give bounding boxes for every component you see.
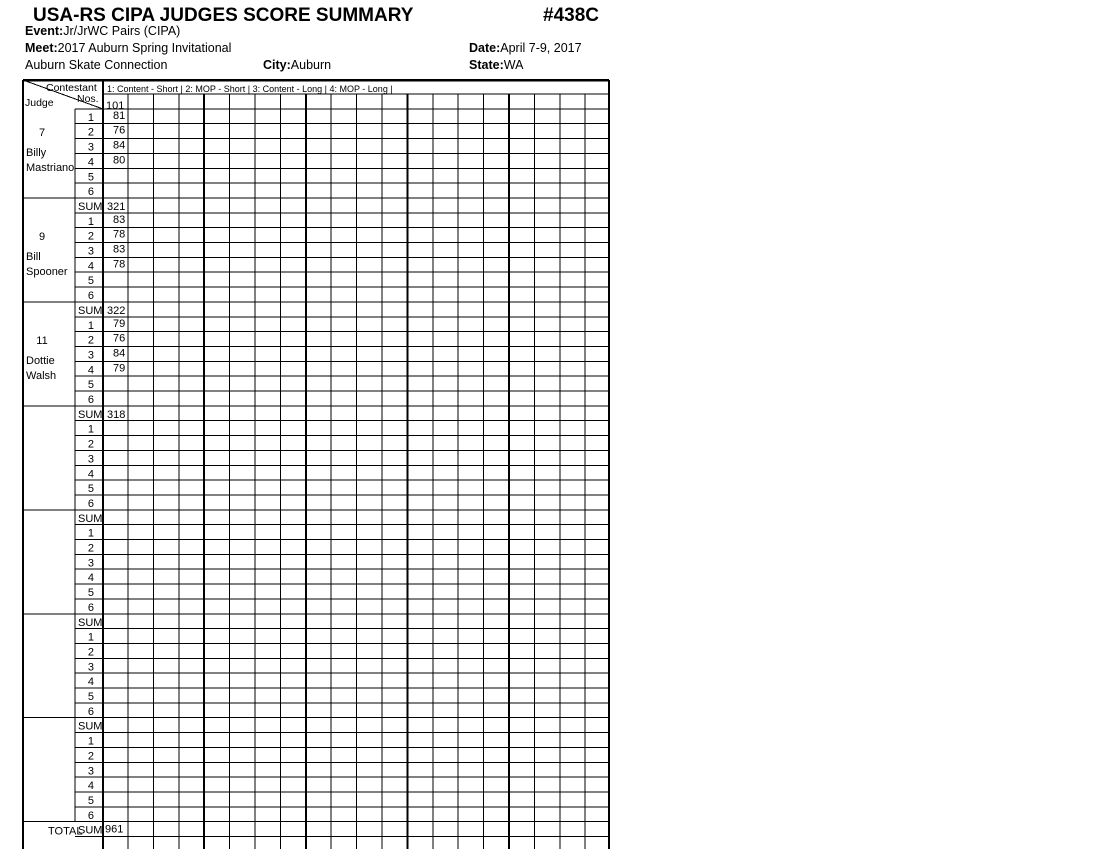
meet-value: 2017 Auburn Spring Invitational <box>57 41 232 55</box>
city-label: City: <box>263 58 291 72</box>
score-row-label: 4 <box>87 780 94 793</box>
meet-label: Meet: <box>25 41 58 55</box>
score-row-label: 6 <box>87 809 94 822</box>
sum-label: SUM <box>78 304 103 317</box>
score-row-label: 1 <box>87 111 94 124</box>
score-row-label: 3 <box>87 349 94 362</box>
score-row-label: 3 <box>87 661 94 674</box>
score-row-label: 3 <box>87 557 94 570</box>
corner-contestant-label: Contestant <box>46 82 97 94</box>
score-row-label: 4 <box>87 468 94 481</box>
score-row-label: 1 <box>87 631 94 644</box>
score-value: 76 <box>113 332 126 345</box>
score-row-label: 3 <box>87 141 94 154</box>
score-value: 78 <box>113 228 126 241</box>
score-row-label: 6 <box>87 497 94 510</box>
date-value: April 7-9, 2017 <box>500 41 582 55</box>
score-row-label: 6 <box>87 186 94 199</box>
score-row-label: 2 <box>87 542 94 555</box>
score-value: 80 <box>113 154 126 167</box>
score-row-label: 5 <box>87 379 94 392</box>
score-row-label: 4 <box>87 364 94 377</box>
score-row-label: 5 <box>87 691 94 703</box>
score-legend: 1: Content - Short | 2: MOP - Short | 3: Content - Long | 4: MOP - Long | <box>107 84 393 94</box>
score-row-label: 2 <box>87 334 94 347</box>
score-row-label: 6 <box>87 705 94 718</box>
score-row-label: 2 <box>87 126 94 139</box>
score-value: 79 <box>113 362 126 375</box>
sum-value: 322 <box>107 304 126 317</box>
state-value: WA <box>503 58 524 72</box>
judge-first-name: Bill <box>26 250 41 263</box>
sum-label: SUM <box>78 200 103 213</box>
score-row-label: 2 <box>87 750 94 763</box>
total-label: TOTAL <box>48 825 83 838</box>
sum-label: SUM <box>78 824 103 837</box>
score-row-label: 5 <box>87 483 94 496</box>
score-row-label: 2 <box>87 230 94 243</box>
judge-last-name: Mastriano <box>26 161 75 174</box>
total-value: 961 <box>105 823 124 836</box>
sum-value: 318 <box>107 408 126 421</box>
judge-first-name: Billy <box>26 146 47 159</box>
score-row-label: 3 <box>87 765 94 778</box>
sum-label: SUM <box>78 616 103 629</box>
judge-last-name: Spooner <box>26 265 68 278</box>
judge-last-name: Walsh <box>26 369 57 382</box>
score-value: 84 <box>113 347 126 360</box>
score-value: 81 <box>113 109 126 122</box>
score-value: 84 <box>113 139 126 152</box>
judge-number: 7 <box>38 126 46 139</box>
judge-number: 9 <box>38 230 46 243</box>
score-row-label: 1 <box>87 527 94 540</box>
score-value: 83 <box>113 243 126 256</box>
score-value: 83 <box>113 213 126 226</box>
corner-nos-label: Nos. <box>77 93 99 105</box>
score-row-label: 5 <box>87 171 94 184</box>
sum-value: 321 <box>107 200 126 213</box>
score-row-label: 2 <box>87 646 94 659</box>
score-row-label: 1 <box>87 423 94 436</box>
score-row-label: 6 <box>87 290 94 303</box>
city-value: Auburn <box>290 58 332 72</box>
event-label: Event: <box>25 24 64 38</box>
score-row-label: 6 <box>87 394 94 406</box>
score-row-label: 3 <box>87 453 94 466</box>
score-row-label: 5 <box>87 794 94 807</box>
score-value: 79 <box>113 317 126 330</box>
score-row-label: 1 <box>87 735 94 748</box>
score-row-label: 1 <box>87 215 94 228</box>
score-row-label: 4 <box>87 260 94 273</box>
score-row-label: 5 <box>87 275 94 288</box>
state-label: State: <box>469 58 504 72</box>
score-value: 78 <box>113 258 126 271</box>
sum-label: SUM <box>78 512 103 525</box>
score-row-label: 4 <box>87 156 94 169</box>
club-name: Auburn Skate Connection <box>25 58 168 72</box>
sum-label: SUM <box>78 408 103 421</box>
contestant-number: 101 <box>106 100 125 112</box>
score-row-label: 4 <box>87 676 94 689</box>
corner-judge-label: Judge <box>25 97 54 109</box>
form-number: #438C <box>543 5 599 26</box>
score-row-label: 4 <box>87 572 94 585</box>
event-value: Jr/JrWC Pairs (CIPA) <box>63 24 181 38</box>
sum-label: SUM <box>78 720 103 733</box>
score-row-label: 1 <box>87 319 94 332</box>
page-title: USA-RS CIPA JUDGES SCORE SUMMARY <box>33 5 414 26</box>
date-label: Date: <box>469 41 501 55</box>
score-row-label: 6 <box>87 601 94 614</box>
score-row-label: 3 <box>87 245 94 258</box>
score-value: 76 <box>113 124 126 137</box>
judge-number: 11 <box>36 334 48 347</box>
judge-first-name: Dottie <box>26 354 55 367</box>
score-row-label: 5 <box>87 587 94 600</box>
score-row-label: 2 <box>87 438 94 451</box>
